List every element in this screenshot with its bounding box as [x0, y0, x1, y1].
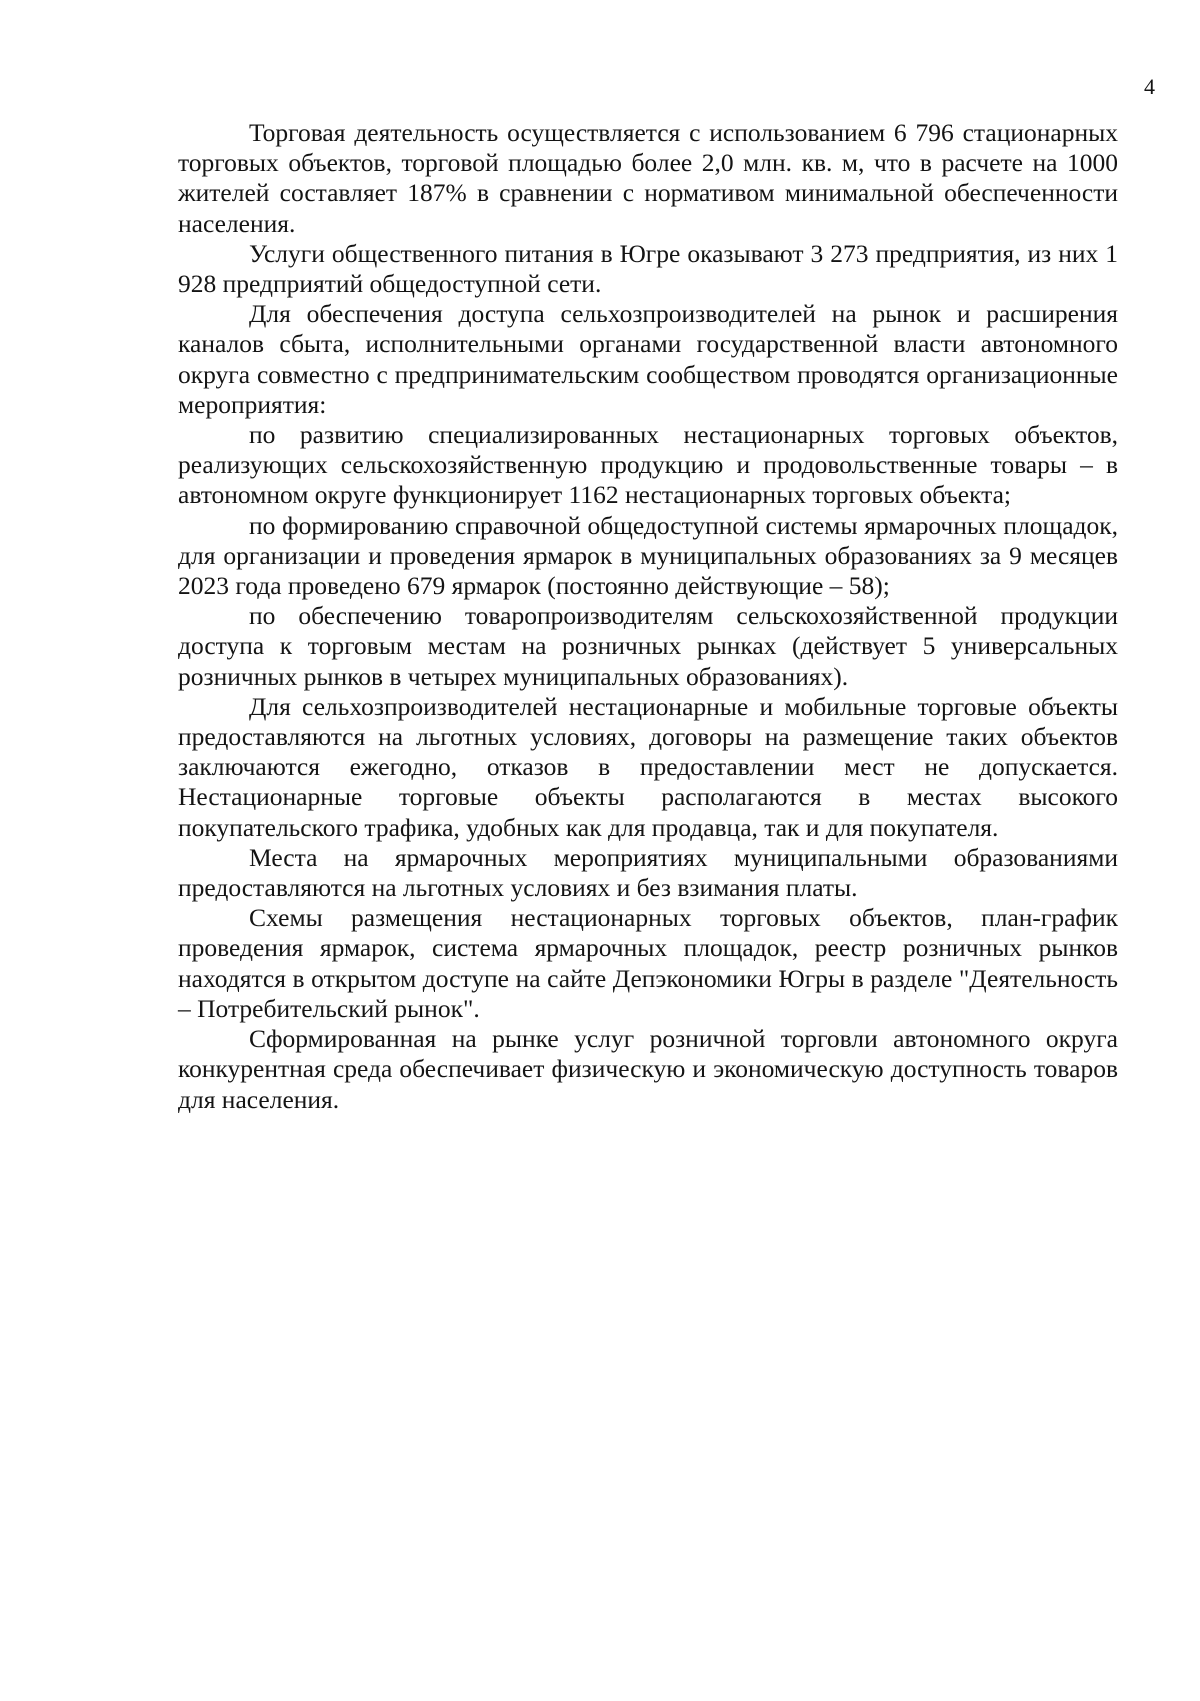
paragraph-fair-places: Места на ярмарочных мероприятиях муниципальными образованиями предоставляются на льготных условиях и без взимания платы.	[178, 842, 1118, 903]
paragraph-open-access: Схемы размещения нестационарных торговых объектов, план-график проведения ярмарок, система ярмарочных площадок, реестр розничных рынков находятся в открытом доступе на сайте Депэкономики Югры в разделе "Деятельность – Потребительский рынок".	[178, 903, 1118, 1023]
paragraph-retail-markets: по обеспечению товаропроизводителям сельскохозяйственной продукции доступа к торговым местам на розничных рынках (действует 5 универсальных розничных рынков в четырех муниципальных образованиях).	[178, 601, 1118, 691]
paragraph-competitive-environment: Сформированная на рынке услуг розничной торговли автономного округа конкурентная среда обеспечивает физическую и экономическую доступность товаров для населения.	[178, 1024, 1118, 1114]
paragraph-market-access: Для обеспечения доступа сельхозпроизводителей на рынок и расширения каналов сбыта, исполнительными органами государственной власти автономного округа совместно с предпринимательским сообществом проводятся организационные мероприятия:	[178, 299, 1118, 419]
page-number: 4	[1144, 74, 1155, 99]
document-body	[178, 118, 1118, 1115]
paragraph-retail-objects: Торговая деятельность осуществляется с использованием 6 796 стационарных торговых объектов, торговой площадью более 2,0 млн. кв. м, что в расчете на 1000 жителей составляет 187% в сравнении с нормативом минимальной обеспеченности населения.	[178, 118, 1118, 238]
paragraph-fair-sites: по формированию справочной общедоступной системы ярмарочных площадок, для организации и проведения ярмарок в муниципальных образованиях за 9 месяцев 2023 года проведено 679 ярмарок (постоянно действующие – 58);	[178, 510, 1118, 601]
paragraph-catering: Услуги общественного питания в Югре оказывают 3 273 предприятия, из них 1 928 предприятий общедоступной сети.	[178, 238, 1118, 299]
paragraph-nonstationary-objects: по развитию специализированных нестационарных торговых объектов, реализующих сельскохозяйственную продукцию и продовольственные товары – в автономном округе функционирует 1162 нестационарных торговых объекта;	[178, 420, 1118, 510]
paragraph-preferential-terms: Для сельхозпроизводителей нестационарные и мобильные торговые объекты предоставляются на льготных условиях, договоры на размещение таких объектов заключаются ежегодно, отказов в предоставлении мест не допускается. Нестационарные торговые объекты располагаются в местах высокого покупательского трафика, удобных как для продавца, так и для покупателя.	[178, 691, 1118, 842]
